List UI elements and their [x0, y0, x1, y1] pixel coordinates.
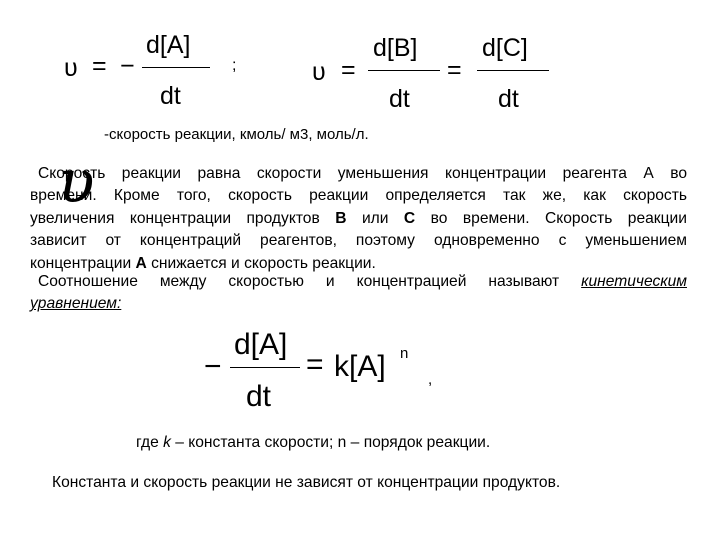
rate-symbol: υ: [64, 54, 78, 82]
minus-sign: −: [204, 350, 222, 383]
text-fragment: – константа скорости; n – порядок реакции.: [175, 434, 491, 451]
semicolon: ;: [232, 57, 237, 74]
term-equation: уравнением:: [30, 295, 122, 313]
text-fragment: увеличения концентрации продуктов: [30, 209, 320, 227]
exponent-n: n: [400, 345, 409, 362]
text-line: времени. Кроме того, скорость реакции определяется так же, как скорость: [30, 187, 687, 205]
numerator-dC: d[C]: [482, 34, 528, 62]
rate-symbol: υ: [312, 58, 326, 86]
text-line: [30, 271, 687, 293]
equals-sign: =: [306, 348, 324, 381]
k-symbol: k: [163, 434, 171, 451]
product-C: C: [403, 209, 416, 227]
numerator-dA: d[A]: [234, 328, 288, 361]
fraction-line: [230, 367, 300, 368]
rate-units-note: -скорость реакции, кмоль/ м3, моль/л.: [104, 126, 369, 143]
equals-sign: =: [447, 56, 462, 84]
product-B: B: [335, 209, 347, 227]
reagent-A: А: [135, 254, 147, 272]
denominator-dt: dt: [389, 85, 410, 113]
rhs-kA: k[A]: [334, 350, 386, 383]
minus-sign: −: [120, 52, 135, 80]
equals-sign: =: [92, 52, 107, 80]
comma: ,: [428, 371, 433, 388]
definition-line: [136, 434, 490, 452]
denominator-dt: dt: [246, 380, 272, 413]
paragraph-rate-definition: [30, 163, 687, 275]
fraction-line: [142, 67, 210, 68]
text-fragment: концентрации: [30, 254, 132, 272]
conclusion-line: Константа и скорость реакции не зависят от концентрации продуктов.: [52, 474, 561, 491]
text-line: зависит от концентраций реагентов, поэтому одновременно с уменьшением: [30, 232, 687, 250]
text-fragment: или: [361, 209, 389, 227]
denominator-dt: dt: [160, 82, 181, 110]
rate-symbol-large: υ: [58, 147, 95, 217]
text-line: Скорость реакции равна скорости уменьшения концентрации реагента А во: [38, 165, 687, 182]
denominator-dt: dt: [498, 85, 519, 113]
text-fragment: снижается и скорость реакции.: [151, 254, 376, 272]
fraction-line: [477, 70, 549, 71]
text-fragment: во времени. Скорость реакции: [430, 209, 687, 227]
fraction-line: [368, 70, 440, 71]
term-kinetic: кинетическим: [581, 273, 687, 290]
numerator-dA: d[A]: [146, 31, 191, 59]
paragraph-kinetic-equation: [30, 271, 687, 316]
text-line: [30, 293, 687, 315]
numerator-dB: d[B]: [373, 34, 418, 62]
equals-sign: =: [341, 56, 356, 84]
text-fragment: где: [136, 434, 159, 451]
text-fragment: Соотношение между скоростью и концентрацией называют: [38, 273, 560, 290]
text-line: [30, 208, 687, 230]
